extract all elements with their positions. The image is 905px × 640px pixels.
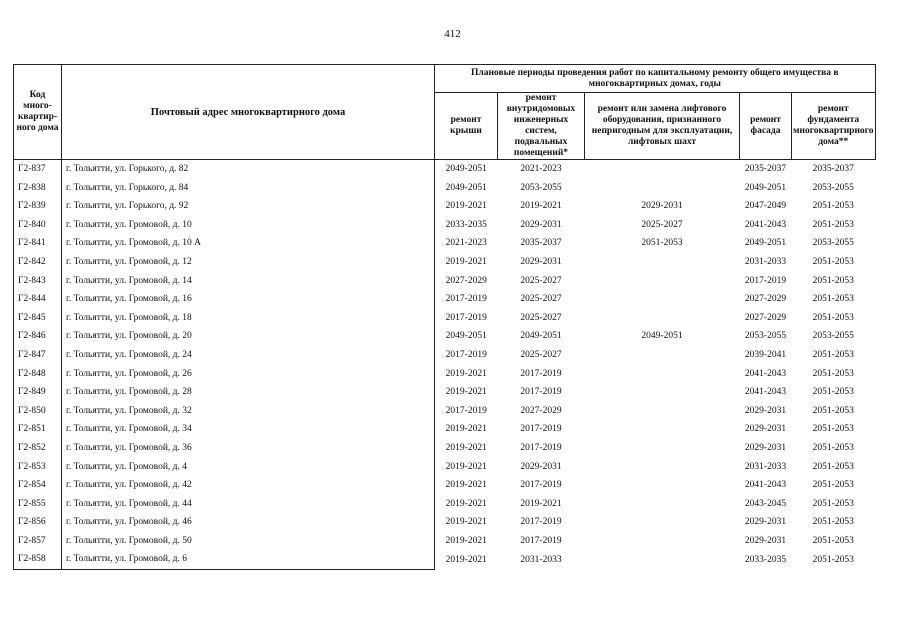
cell-roof: 2019-2021 xyxy=(445,461,487,472)
header-elevator: ремонт или замена лифтового оборудования, признанного непригодным для эксплуатации, лифтовых шахт xyxy=(585,93,740,160)
cell-engineering: 2017-2019 xyxy=(520,442,562,453)
cell-roof: 2019-2021 xyxy=(445,201,487,212)
cell-foundation: 2051-2053 xyxy=(812,424,854,435)
cell-roof: 2019-2021 xyxy=(445,424,487,435)
cell-code: Г2-846 xyxy=(14,327,62,346)
cell-elevator: 2025-2027 xyxy=(641,219,683,230)
capital-repair-table xyxy=(13,64,876,570)
cell-facade: 2053-2055 xyxy=(744,331,787,342)
cell-foundation: 2053-2055 xyxy=(812,182,854,193)
cell-elevator xyxy=(585,179,740,198)
cell-address: г. Тольятти, ул. Громовой, д. 24 xyxy=(62,346,435,365)
cell-engineering: 2031-2033 xyxy=(520,554,562,565)
cell-facade: 2041-2043 xyxy=(744,219,787,230)
cell-code: Г2-851 xyxy=(14,420,62,439)
cell-foundation: 2051-2053 xyxy=(812,535,854,546)
cell-roof: 2019-2021 xyxy=(445,256,487,267)
cell-address: г. Тольятти, ул. Громовой, д. 26 xyxy=(62,365,435,384)
header-code: Код много-квартир-ного дома xyxy=(14,65,62,160)
table-row xyxy=(14,253,876,272)
cell-facade: 2029-2031 xyxy=(744,442,787,453)
cell-engineering: 2017-2019 xyxy=(520,368,562,379)
cell-engineering: 2049-2051 xyxy=(520,331,562,342)
cell-foundation: 2051-2053 xyxy=(812,294,854,305)
cell-facade: 2043-2045 xyxy=(744,498,787,509)
cell-address: г. Тольятти, ул. Громовой, д. 36 xyxy=(62,439,435,458)
table-row xyxy=(14,513,876,532)
cell-roof: 2019-2021 xyxy=(445,554,487,565)
cell-foundation: 2051-2053 xyxy=(812,219,854,230)
cell-elevator xyxy=(585,383,740,402)
table-row xyxy=(14,439,876,458)
cell-foundation: 2051-2053 xyxy=(812,349,854,360)
cell-address: г. Тольятти, ул. Громовой, д. 12 xyxy=(62,253,435,272)
cell-elevator xyxy=(585,309,740,328)
table-row xyxy=(14,160,876,179)
cell-code: Г2-844 xyxy=(14,290,62,309)
cell-code: Г2-840 xyxy=(14,216,62,235)
table-row xyxy=(14,365,876,384)
cell-address: г. Тольятти, ул. Громовой, д. 18 xyxy=(62,309,435,328)
cell-elevator xyxy=(585,476,740,495)
cell-elevator xyxy=(585,420,740,439)
table-row xyxy=(14,532,876,551)
cell-foundation: 2053-2055 xyxy=(812,238,854,249)
cell-foundation: 2051-2053 xyxy=(812,480,854,491)
cell-foundation: 2051-2053 xyxy=(812,387,854,398)
table-row xyxy=(14,550,876,569)
cell-engineering: 2019-2021 xyxy=(520,201,562,212)
table-body xyxy=(14,160,876,570)
table-row xyxy=(14,197,876,216)
cell-code: Г2-847 xyxy=(14,346,62,365)
cell-engineering: 2017-2019 xyxy=(520,424,562,435)
cell-roof: 2019-2021 xyxy=(445,442,487,453)
cell-roof: 2019-2021 xyxy=(445,535,487,546)
cell-code: Г2-850 xyxy=(14,402,62,421)
cell-roof: 2017-2019 xyxy=(445,405,487,416)
cell-roof: 2049-2051 xyxy=(445,331,487,342)
cell-code: Г2-852 xyxy=(14,439,62,458)
cell-foundation: 2053-2055 xyxy=(812,331,854,342)
cell-code: Г2-853 xyxy=(14,458,62,477)
cell-elevator xyxy=(585,532,740,551)
cell-roof: 2019-2021 xyxy=(445,498,487,509)
cell-address: г. Тольятти, ул. Громовой, д. 34 xyxy=(62,420,435,439)
cell-engineering: 2053-2055 xyxy=(520,182,562,193)
cell-elevator xyxy=(585,513,740,532)
cell-engineering: 2017-2019 xyxy=(520,535,562,546)
cell-facade: 2035-2037 xyxy=(744,164,787,174)
cell-foundation: 2051-2053 xyxy=(812,517,854,528)
cell-code: Г2-838 xyxy=(14,179,62,198)
cell-foundation: 2051-2053 xyxy=(812,554,854,565)
cell-elevator: 2049-2051 xyxy=(641,331,683,342)
table-row xyxy=(14,327,876,346)
cell-address: г. Тольятти, ул. Горького, д. 92 xyxy=(62,197,435,216)
cell-roof: 2033-2035 xyxy=(445,219,487,230)
cell-address: г. Тольятти, ул. Громовой, д. 42 xyxy=(62,476,435,495)
table-row xyxy=(14,290,876,309)
cell-foundation: 2051-2053 xyxy=(812,368,854,379)
cell-elevator xyxy=(585,458,740,477)
cell-roof: 2019-2021 xyxy=(445,480,487,491)
cell-engineering: 2025-2027 xyxy=(520,349,562,360)
cell-address: г. Тольятти, ул. Громовой, д. 20 xyxy=(62,327,435,346)
table-row xyxy=(14,420,876,439)
cell-code: Г2-854 xyxy=(14,476,62,495)
cell-foundation: 2035-2037 xyxy=(812,164,854,174)
table-row xyxy=(14,346,876,365)
cell-code: Г2-837 xyxy=(14,160,62,179)
cell-engineering: 2029-2031 xyxy=(520,256,562,267)
cell-roof: 2017-2019 xyxy=(445,312,487,323)
cell-code: Г2-858 xyxy=(14,550,62,569)
cell-address: г. Тольятти, ул. Громовой, д. 4 xyxy=(62,458,435,477)
cell-facade: 2027-2029 xyxy=(744,312,787,323)
cell-foundation: 2051-2053 xyxy=(812,275,854,286)
table-row xyxy=(14,272,876,291)
cell-elevator xyxy=(585,272,740,291)
cell-foundation: 2051-2053 xyxy=(812,442,854,453)
cell-code: Г2-857 xyxy=(14,532,62,551)
table-row xyxy=(14,458,876,477)
cell-engineering: 2025-2027 xyxy=(520,312,562,323)
cell-elevator xyxy=(585,402,740,421)
cell-facade: 2029-2031 xyxy=(744,424,787,435)
cell-engineering: 2017-2019 xyxy=(520,387,562,398)
cell-engineering: 2025-2027 xyxy=(520,294,562,305)
cell-roof: 2017-2019 xyxy=(445,349,487,360)
cell-code: Г2-841 xyxy=(14,234,62,253)
table-row xyxy=(14,402,876,421)
cell-address: г. Тольятти, ул. Громовой, д. 44 xyxy=(62,495,435,514)
cell-address: г. Тольятти, ул. Громовой, д. 32 xyxy=(62,402,435,421)
cell-facade: 2017-2019 xyxy=(744,275,787,286)
cell-facade: 2029-2031 xyxy=(744,517,787,528)
cell-roof: 2049-2051 xyxy=(445,164,487,174)
cell-roof: 2049-2051 xyxy=(445,182,487,193)
cell-code: Г2-856 xyxy=(14,513,62,532)
cell-roof: 2027-2029 xyxy=(445,275,487,286)
cell-roof: 2021-2023 xyxy=(445,238,487,249)
cell-code: Г2-839 xyxy=(14,197,62,216)
cell-engineering: 2027-2029 xyxy=(520,405,562,416)
cell-foundation: 2051-2053 xyxy=(812,405,854,416)
cell-roof: 2019-2021 xyxy=(445,368,487,379)
cell-address: г. Тольятти, ул. Громовой, д. 14 xyxy=(62,272,435,291)
cell-facade: 2031-2033 xyxy=(744,256,787,267)
cell-facade: 2029-2031 xyxy=(744,405,787,416)
cell-address: г. Тольятти, ул. Горького, д. 84 xyxy=(62,179,435,198)
header-group: Плановые периоды проведения работ по капитальному ремонту общего имущества в многоквартирных домах, годы xyxy=(435,65,876,93)
cell-foundation: 2051-2053 xyxy=(812,201,854,212)
cell-engineering: 2017-2019 xyxy=(520,480,562,491)
header-facade: ремонт фасада xyxy=(740,93,792,160)
cell-facade: 2041-2043 xyxy=(744,387,787,398)
cell-elevator: 2029-2031 xyxy=(641,201,683,212)
table-row xyxy=(14,179,876,198)
cell-foundation: 2051-2053 xyxy=(812,312,854,323)
cell-elevator xyxy=(585,290,740,309)
table-row xyxy=(14,309,876,328)
cell-engineering: 2025-2027 xyxy=(520,275,562,286)
cell-address: г. Тольятти, ул. Громовой, д. 50 xyxy=(62,532,435,551)
cell-elevator: 2051-2053 xyxy=(641,238,683,249)
cell-address: г. Тольятти, ул. Громовой, д. 10 А xyxy=(62,234,435,253)
cell-address: г. Тольятти, ул. Громовой, д. 10 xyxy=(62,216,435,235)
page-number: 412 xyxy=(444,28,461,40)
cell-facade: 2049-2051 xyxy=(744,238,787,249)
cell-roof: 2019-2021 xyxy=(445,517,487,528)
cell-elevator xyxy=(585,365,740,384)
cell-address: г. Тольятти, ул. Громовой, д. 46 xyxy=(62,513,435,532)
header-engineering: ремонт внутридомовых инженерных систем, подвальных помещений* xyxy=(498,93,585,160)
cell-code: Г2-842 xyxy=(14,253,62,272)
cell-facade: 2041-2043 xyxy=(744,368,787,379)
table-row xyxy=(14,476,876,495)
cell-foundation: 2051-2053 xyxy=(812,461,854,472)
cell-code: Г2-843 xyxy=(14,272,62,291)
cell-elevator xyxy=(585,495,740,514)
cell-elevator xyxy=(585,346,740,365)
cell-code: Г2-848 xyxy=(14,365,62,384)
cell-engineering: 2029-2031 xyxy=(520,461,562,472)
cell-elevator xyxy=(585,253,740,272)
cell-code: Г2-855 xyxy=(14,495,62,514)
cell-engineering: 2017-2019 xyxy=(520,517,562,528)
header-roof: ремонт крыши xyxy=(435,93,498,160)
cell-facade: 2031-2033 xyxy=(744,461,787,472)
table-row xyxy=(14,216,876,235)
cell-engineering: 2035-2037 xyxy=(520,238,562,249)
cell-facade: 2033-2035 xyxy=(744,554,787,565)
cell-facade: 2027-2029 xyxy=(744,294,787,305)
cell-code: Г2-845 xyxy=(14,309,62,328)
table-row xyxy=(14,234,876,253)
cell-elevator xyxy=(585,160,740,179)
cell-engineering: 2029-2031 xyxy=(520,219,562,230)
cell-foundation: 2051-2053 xyxy=(812,498,854,509)
cell-address: г. Тольятти, ул. Громовой, д. 28 xyxy=(62,383,435,402)
cell-roof: 2017-2019 xyxy=(445,294,487,305)
cell-facade: 2039-2041 xyxy=(744,349,787,360)
cell-foundation: 2051-2053 xyxy=(812,256,854,267)
table-row xyxy=(14,495,876,514)
cell-engineering: 2021-2023 xyxy=(520,164,562,174)
cell-engineering: 2019-2021 xyxy=(520,498,562,509)
cell-facade: 2047-2049 xyxy=(744,201,787,212)
cell-roof: 2019-2021 xyxy=(445,387,487,398)
cell-address: г. Тольятти, ул. Горького, д. 82 xyxy=(62,160,435,179)
table-row xyxy=(14,383,876,402)
cell-elevator xyxy=(585,439,740,458)
cell-facade: 2029-2031 xyxy=(744,535,787,546)
cell-code: Г2-849 xyxy=(14,383,62,402)
cell-facade: 2049-2051 xyxy=(744,182,787,193)
cell-elevator xyxy=(585,550,740,569)
cell-address: г. Тольятти, ул. Громовой, д. 6 xyxy=(62,550,435,569)
cell-address: г. Тольятти, ул. Громовой, д. 16 xyxy=(62,290,435,309)
table-header xyxy=(14,65,876,160)
header-foundation: ремонт фундамента многоквартирного дома** xyxy=(792,93,876,160)
header-address: Почтовый адрес многоквартирного дома xyxy=(62,65,435,160)
cell-facade: 2041-2043 xyxy=(744,480,787,491)
